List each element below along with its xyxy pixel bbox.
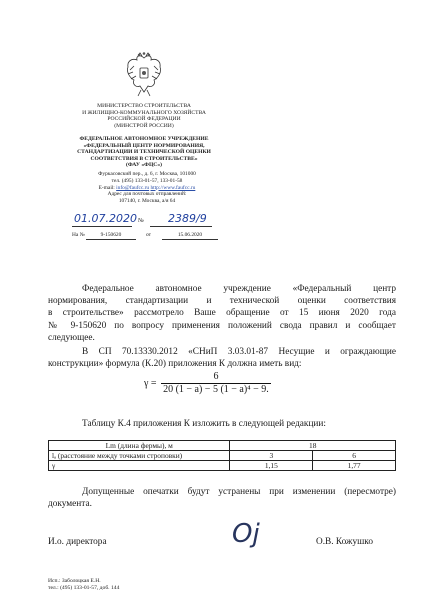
table-cell: 6 xyxy=(313,451,396,461)
table-cell: lₐ (расстояние между точками строповки) xyxy=(49,451,230,461)
email-label: E-mail: xyxy=(98,184,115,191)
number-field xyxy=(150,212,212,227)
table-cell: Lm (длина фермы), м xyxy=(49,441,230,451)
contacts-block xyxy=(72,171,222,205)
paragraph-1-line-2: нормирования, стандартизации и технической оценки соответствия xyxy=(48,296,396,307)
executor-phone: тел.: (495) 133-01-57, доб. 144 xyxy=(48,585,120,591)
executor-block xyxy=(48,578,119,592)
paragraph-2-line-1: В СП 70.13330.2012 «СНиП 3.03.01-87 Несущие и ограждающие xyxy=(82,347,396,357)
email-link[interactable]: info@faufcc.ru xyxy=(116,184,150,191)
org-line: СООТВЕТСТВИЯ В СТРОИТЕЛЬСТВЕ» xyxy=(90,155,198,162)
formula xyxy=(144,371,271,396)
paragraph-2-line-2: конструкции» формула (К.20) приложения К должна иметь вид: xyxy=(48,359,302,370)
number-sign: № xyxy=(138,218,144,224)
table-row xyxy=(49,451,396,461)
paragraph-4-line-2: документа. xyxy=(48,499,92,510)
table-cell: 1,77 xyxy=(313,461,396,471)
ref-date: 15.06.2020 xyxy=(162,232,218,240)
paragraph-1-line-5: следующее. xyxy=(48,332,95,343)
table-cell: 1,15 xyxy=(230,461,313,471)
ministry-line: И ЖИЛИЩНО-КОММУНАЛЬНОГО ХОЗЯЙСТВА xyxy=(82,109,206,116)
formula-denominator: 20 (1 − a) − 5 (1 − a)⁴ − 9. xyxy=(163,384,269,395)
org-line: (ФАУ «ФЦС») xyxy=(125,162,163,169)
organization-block xyxy=(74,136,214,169)
ministry-line: РОССИЙСКОЙ ФЕДЕРАЦИИ xyxy=(107,116,181,123)
executor-name: Исп.: Заболоцкая Е.Н. xyxy=(48,578,101,584)
table-row xyxy=(49,461,396,471)
coefficients-table xyxy=(48,440,396,471)
number-handwritten: 2389/9 xyxy=(168,212,207,225)
org-line: СТАНДАРТИЗАЦИИ И ТЕХНИЧЕСКОЙ ОЦЕНКИ xyxy=(77,149,211,156)
reference-line xyxy=(72,232,222,241)
formula-numerator: 6 xyxy=(161,371,271,384)
formula-lhs: γ = xyxy=(144,377,157,389)
ref-prefix: На № xyxy=(72,232,85,238)
website-link[interactable]: http://www.faufcc.ru xyxy=(150,184,196,191)
org-line: «ФЕДЕРАЛЬНЫЙ ЦЕНТР НОРМИРОВАНИЯ, xyxy=(83,142,205,149)
date-field xyxy=(72,212,137,227)
date-handwritten: 01.07.2020 xyxy=(74,212,137,225)
address: Фуркасовский пер., д. 6, г. Москва, 101000 xyxy=(98,171,196,177)
signature-handwritten: Ој xyxy=(232,519,260,549)
paragraph-1-line-4: № 9-150620 по вопросу применения положений свода правил и сообщает xyxy=(48,320,396,331)
table-row xyxy=(49,441,396,451)
paragraph-4-line-1: Допущенные опечатки будут устранены при изменении (пересмотре) xyxy=(82,487,396,497)
formula-fraction xyxy=(161,371,271,396)
paragraph-4 xyxy=(48,486,396,510)
postal-address: 107140, г. Москва, а/я 64 xyxy=(118,198,176,205)
table-cell: 18 xyxy=(230,441,396,451)
postal-label: Адрес для почтовых отправлений: xyxy=(107,191,187,198)
table-cell: 3 xyxy=(230,451,313,461)
paragraph-1 xyxy=(48,283,396,344)
ministry-line: МИНИСТЕРСТВО СТРОИТЕЛЬСТВА xyxy=(97,103,191,109)
paragraph-2 xyxy=(48,346,396,370)
signatory-name: О.В. Кожушко xyxy=(316,537,373,547)
coat-of-arms-icon xyxy=(124,52,164,98)
ministry-line: (МИНСТРОЙ РОССИИ) xyxy=(114,122,174,129)
paragraph-3: Таблицу К.4 приложения К изложить в следующей редакции: xyxy=(82,419,326,429)
table-cell: γ xyxy=(49,461,230,471)
paragraph-1-line-3: в строительстве» рассмотрело Ваше обращение от 15 июня 2020 года xyxy=(48,308,396,319)
ministry-block xyxy=(74,103,214,129)
ref-number: 9-150620 xyxy=(86,232,136,240)
org-line: ФЕДЕРАЛЬНОЕ АВТОНОМНОЕ УЧРЕЖДЕНИЕ xyxy=(79,136,209,142)
signatory-position: И.о. директора xyxy=(48,537,107,547)
phone: тел. (495) 133-01-57, 133-01-58 xyxy=(111,177,183,184)
paragraph-1-line-1: Федеральное автономное учреждение «Федеральный центр xyxy=(82,284,396,294)
ref-from: от xyxy=(146,232,151,238)
